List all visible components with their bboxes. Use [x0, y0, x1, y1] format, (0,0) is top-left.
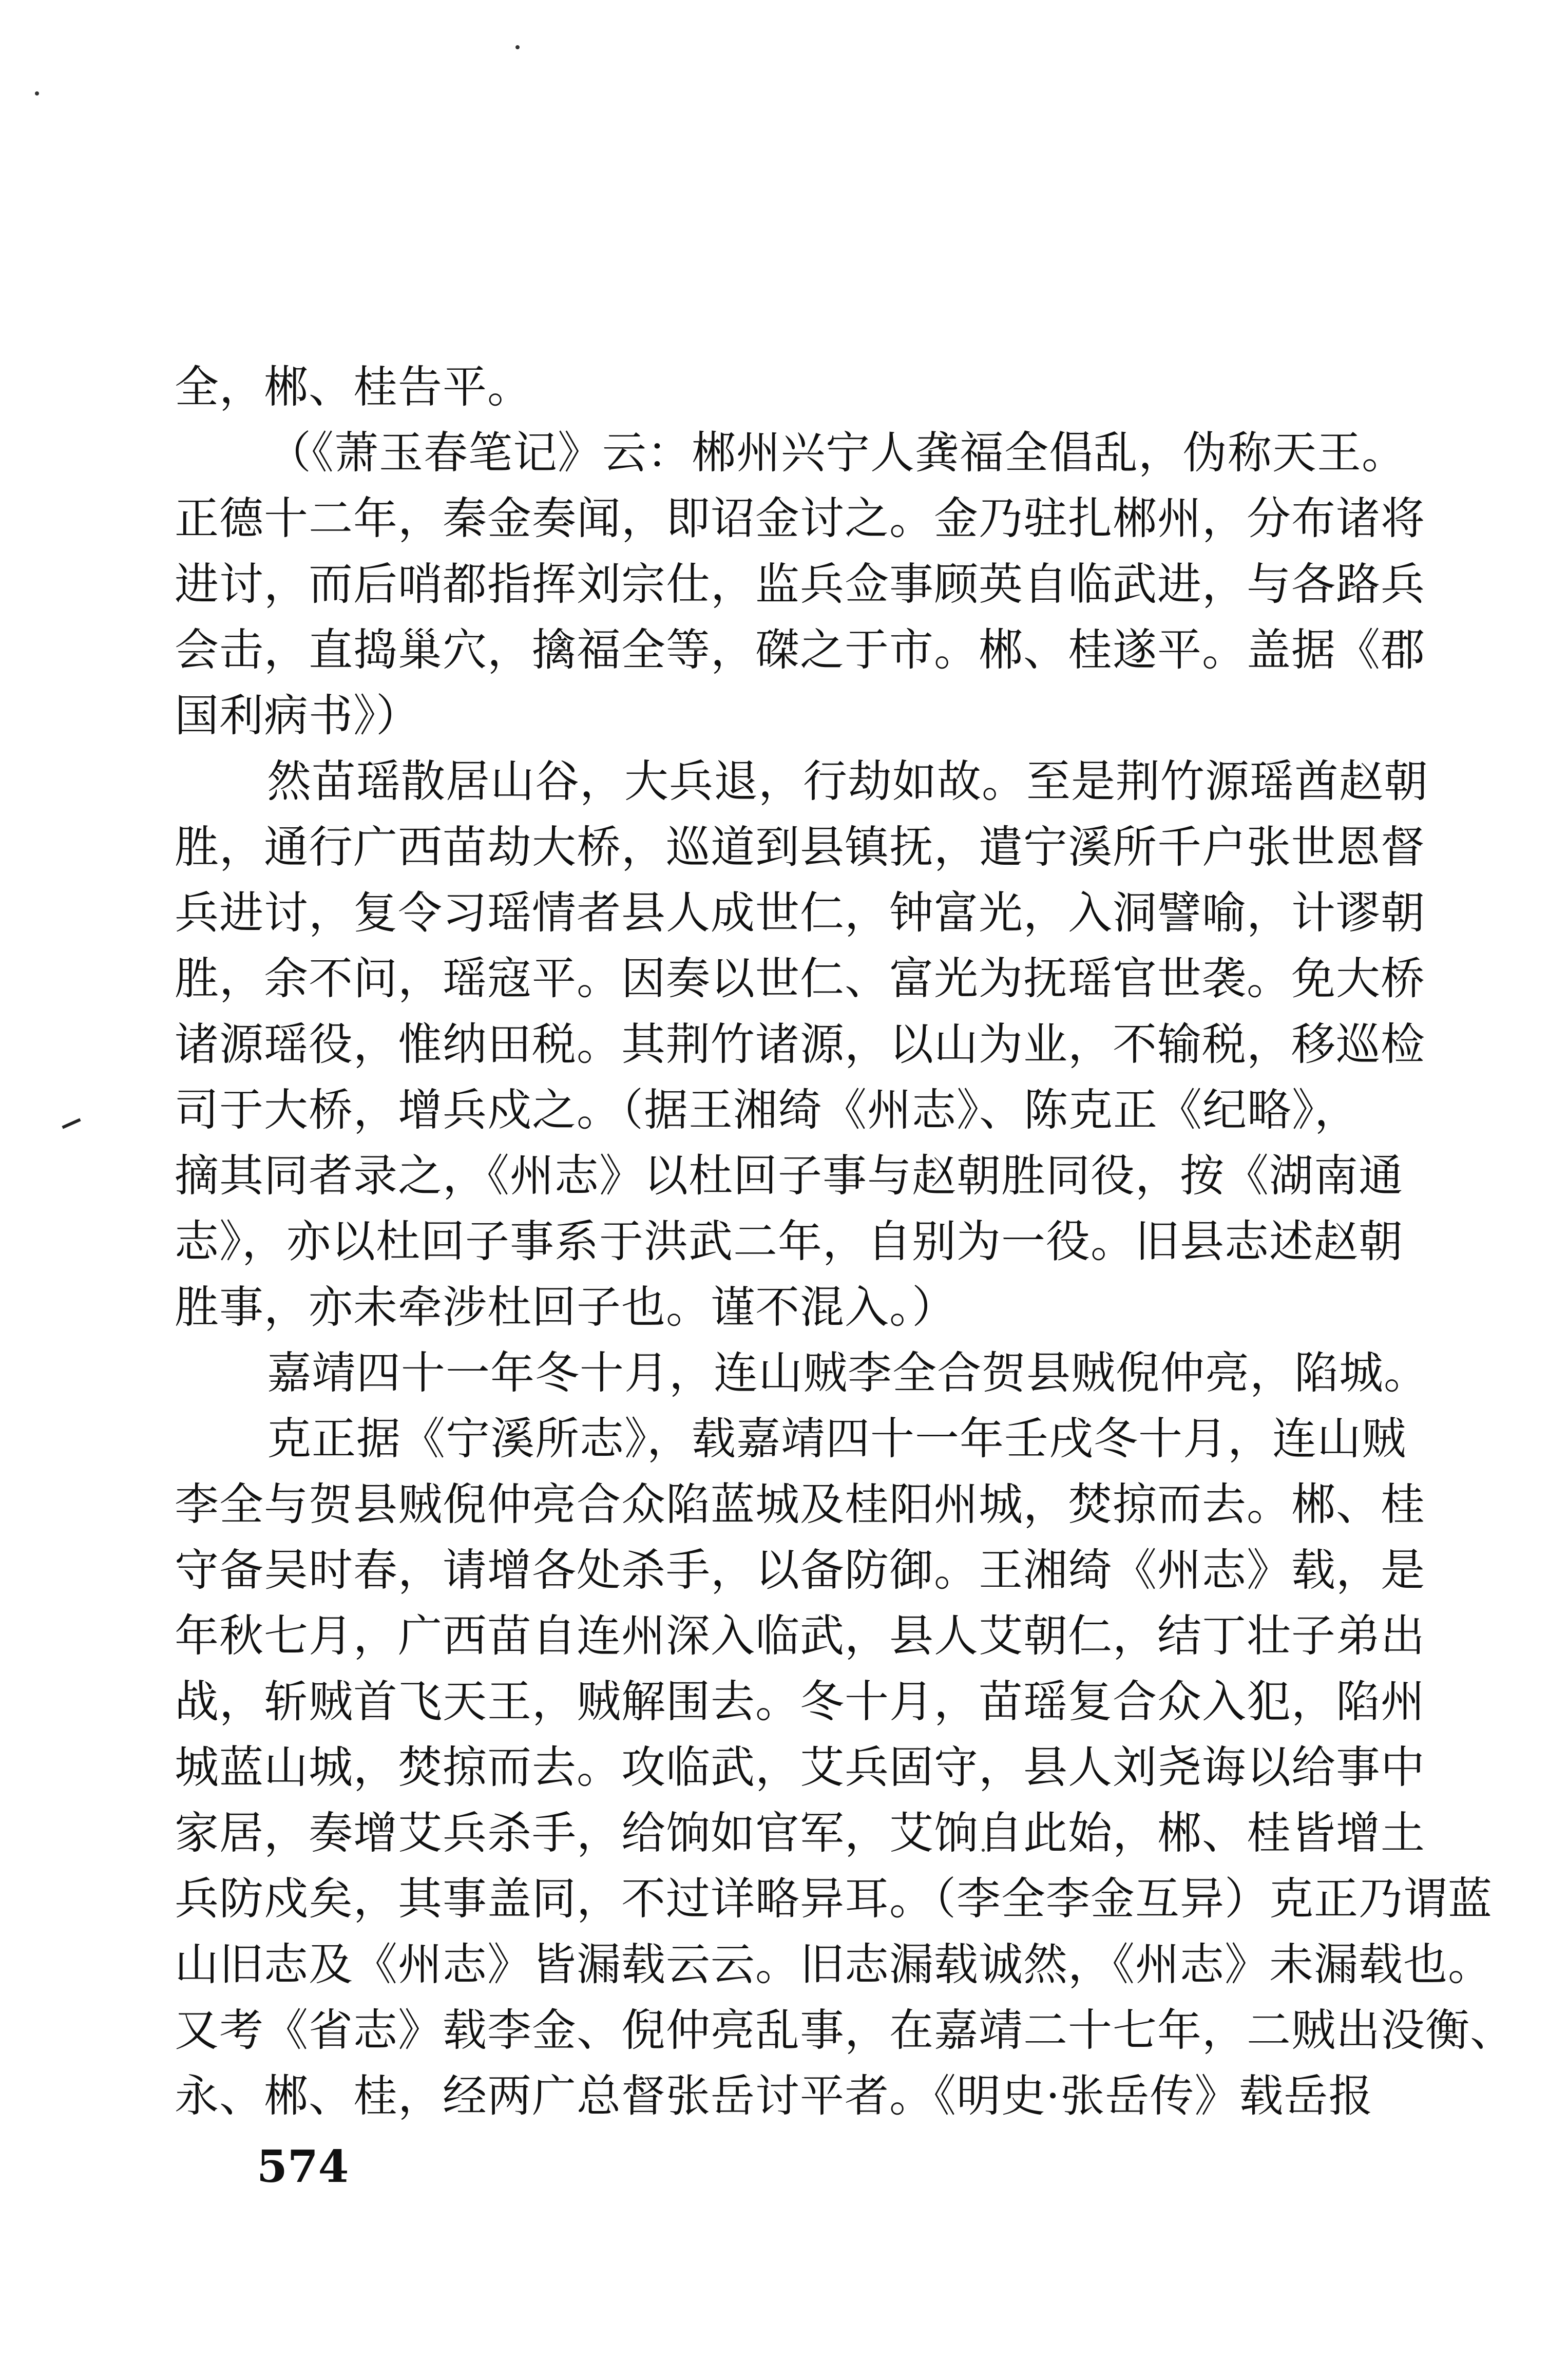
text-line: 正德十二年，秦金奏闻，即诏金讨之。金乃驻扎郴州，分布诸将: [175, 493, 1425, 544]
text-line: 克正据《宁溪所志》，载嘉靖四十一年壬戌冬十月，连山贼: [267, 1413, 1406, 1465]
text-line: 司于大桥，增兵戍之。（据王湘绮《州志》、陈克正《纪略》，: [175, 1085, 1359, 1136]
text-line: 摘其同者录之，《州志》以杜回子事与赵朝胜同役，按《湖南通: [175, 1150, 1403, 1202]
text-line: 家居，奏增艾兵杀手，给饷如官军，艾饷自此始，郴、桂皆增土: [175, 1808, 1425, 1859]
text-line: 嘉靖四十一年冬十月，连山贼李全合贺县贼倪仲亮，陷城。: [267, 1347, 1428, 1399]
text-line: 胜，余不问，瑶寇平。因奏以世仁、富光为抚瑶官世袭。免大桥: [175, 953, 1425, 1004]
body-text: [175, 354, 1515, 2129]
text-line: （《萧玉春笔记》云：郴州兴宁人龚福全倡乱，伪称天王。: [267, 427, 1406, 479]
text-line: 进讨，而后哨都指挥刘宗仕，监兵佥事顾英自临武进，与各路兵: [175, 559, 1425, 610]
text-line: 会击，直捣巢穴，擒福全等，磔之于市。郴、桂遂平。盖据《郡: [175, 624, 1425, 676]
page-number: 574: [257, 2141, 349, 2193]
text-line: 国利病书》）: [175, 690, 420, 742]
scan-speck: [515, 45, 520, 49]
text-line: 胜，通行广西苗劫大桥，巡道到县镇抚，遣宁溪所千户张世恩督: [175, 822, 1425, 873]
text-line: 年秋七月，广西苗自连州深入临武，县人艾朝仁，结丁壮子弟出: [175, 1610, 1425, 1662]
scan-speck: [35, 91, 39, 96]
margin-mark: [62, 1118, 81, 1129]
text-line: 又考《省志》载李金、倪仲亮乱事，在嘉靖二十七年，二贼出没衡、: [175, 2005, 1515, 2056]
text-line: 胜事，亦未牵涉杜回子也。谨不混入。）: [175, 1282, 957, 1333]
text-line: 永、郴、桂，经两广总督张岳讨平者。《明史·张岳传》载岳报: [175, 2070, 1373, 2122]
text-line: 兵进讨，复令习瑶情者县人成世仁，钟富光，入洞譬喻，计谬朝: [175, 887, 1425, 939]
text-line: 战，斩贼首飞天王，贼解围去。冬十月，苗瑶复合众入犯，陷州: [175, 1676, 1425, 1727]
text-line: 然苗瑶散居山谷，大兵退，行劫如故。至是荆竹源瑶酋赵朝: [267, 756, 1428, 807]
text-line: 城蓝山城，焚掠而去。攻临武，艾兵固守，县人刘尧诲以给事中: [175, 1742, 1425, 1793]
text-line: 兵防戍矣，其事盖同，不过详略异耳。（李全李金互异）克正乃谓蓝: [175, 1873, 1493, 1925]
text-line: 守备吴时春，请增各处杀手，以备防御。王湘绮《州志》载，是: [175, 1545, 1425, 1596]
text-line: 全，郴、桂告平。: [175, 362, 532, 413]
text-line: 志》，亦以杜回子事系于洪武二年，自别为一役。旧县志述赵朝: [175, 1216, 1403, 1267]
text-line: 山旧志及《州志》皆漏载云云。旧志漏载诚然，《州志》未漏载也。: [175, 1939, 1493, 1990]
text-line: 诸源瑶役，惟纳田税。其荆竹诸源，以山为业，不输税，移巡检: [175, 1019, 1425, 1070]
text-line: 李全与贺县贼倪仲亮合众陷蓝城及桂阳州城，焚掠而去。郴、桂: [175, 1479, 1425, 1530]
